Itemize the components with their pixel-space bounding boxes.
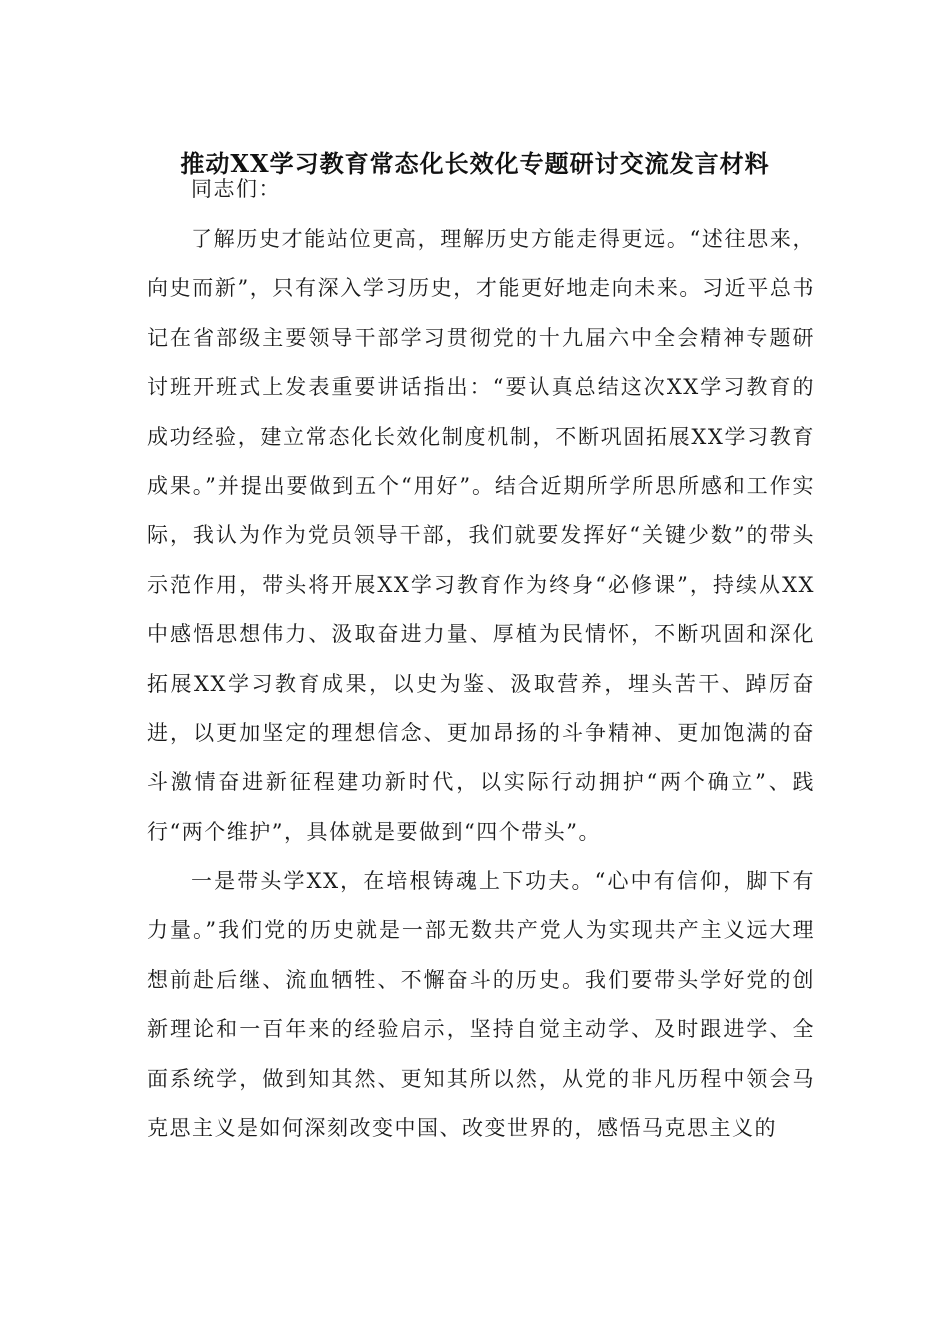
paragraph: 了解历史才能站位更高，理解历史方能走得更远。“述往思来，向史而新”，只有深入学习历史，才能更好地走向未来。习近平总书记在省部级主要领导干部学习贯彻党的十九届六中全会精神专题研讨班开班式上发表重要讲话指出：“要认真总结这次XX学习教育的成功经验，建立常态化长效化制度机制，不断巩固拓展XX学习教育成果。”并提出要做到五个“用好”。结合近期所学所思所感和工作实际，我认为作为党员领导干部，我们就要发挥好“关键少数”的带头示范作用，带头将开展XX学习教育作为终身“必修课”，持续从XX中感悟思想伟力、汲取奋进力量、厚植为民情怀，不断巩固和深化拓展XX学习教育成果，以史为鉴、汲取营养，埋头苦干、踔厉奋进，以更加坚定的理想信念、更加昂扬的斗争精神、更加饱满的奋斗激情奋进新征程建功新时代，以实际行动拥护“两个确立”、践行“两个维护”，具体就是要做到“四个带头”。 <box>147 227 815 844</box>
salutation: 同志们： <box>191 177 281 201</box>
document-title: 推动XX学习教育常态化长效化专题研讨交流发言材料 <box>180 149 770 178</box>
paragraph: 一是带头学XX，在培根铸魂上下功夫。“心中有信仰，脚下有力量。”我们党的历史就是一部无数共产党人为实现共产主义远大理想前赴后继、流血牺牲、不懈奋斗的历史。我们要带头学好党的创新理论和一百年来的经验启示，坚持自觉主动学、及时跟进学、全面系统学，做到知其然、更知其所以然，从党的非凡历程中领会马克思主义是如何深刻改变中国、改变世界的，感悟马克思主义的 <box>147 869 815 1141</box>
